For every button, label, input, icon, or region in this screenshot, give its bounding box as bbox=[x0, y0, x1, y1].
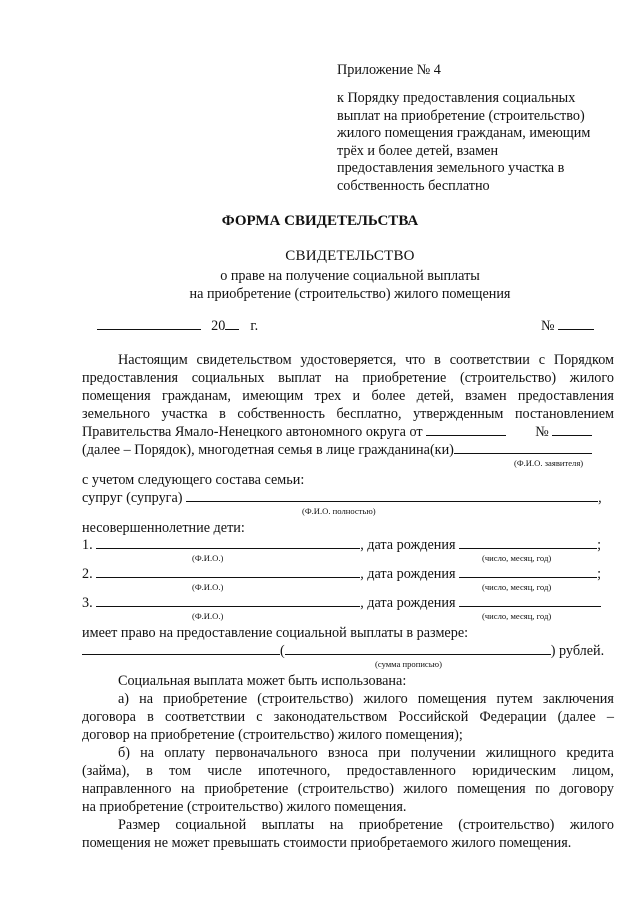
word: лицом, bbox=[572, 763, 614, 779]
word: жилищного bbox=[485, 745, 557, 761]
appendix-line: жилого помещения гражданам, имеющим bbox=[337, 125, 591, 141]
certificate-number-blank[interactable] bbox=[558, 318, 594, 330]
certificate-subtitle: о праве на получение социальной выплаты bbox=[220, 268, 480, 284]
usage-justified-line bbox=[82, 709, 614, 725]
amount-words-blank[interactable] bbox=[285, 643, 551, 655]
certificate-title: СВИДЕТЕЛЬСТВО bbox=[285, 248, 415, 264]
word: соответствии bbox=[449, 352, 530, 368]
resolution-number-blank[interactable] bbox=[552, 424, 592, 436]
date-year-prefix: 20 bbox=[211, 318, 226, 334]
word: на bbox=[139, 691, 154, 707]
word: жилого bbox=[363, 691, 408, 707]
date-year-blank[interactable] bbox=[225, 318, 239, 330]
word: помещения bbox=[417, 691, 487, 707]
number-label: № bbox=[541, 318, 555, 334]
child-number: 3. bbox=[82, 595, 93, 611]
word: на bbox=[334, 370, 349, 386]
word: жилого bbox=[403, 781, 448, 797]
spouse-label: супруг (супруга) bbox=[82, 490, 183, 506]
word: (строительство) bbox=[460, 370, 557, 386]
word: с bbox=[538, 352, 546, 368]
word: участка bbox=[161, 406, 208, 422]
child-birth-label: , дата рождения bbox=[360, 537, 456, 553]
child-birth-label: , дата рождения bbox=[360, 595, 456, 611]
usage-justified-line bbox=[82, 763, 614, 779]
child-row-end: ; bbox=[597, 537, 602, 553]
word: более bbox=[371, 388, 406, 404]
word: трех bbox=[314, 388, 342, 404]
word: приобретение bbox=[204, 781, 289, 797]
word: ипотечного, bbox=[258, 763, 331, 779]
usage-heading: Социальная выплата может быть использована: bbox=[118, 673, 407, 689]
date-row bbox=[97, 318, 258, 334]
word: Федерации bbox=[479, 709, 547, 725]
child-birth-date-blank[interactable] bbox=[459, 566, 597, 578]
number-row bbox=[541, 318, 594, 334]
word: договору bbox=[559, 781, 614, 797]
word: с bbox=[256, 709, 263, 725]
word: на bbox=[140, 745, 155, 761]
word: утвержденным bbox=[413, 406, 504, 422]
usage-a-last: договор на приобретение (строительство) жилого помещения); bbox=[82, 727, 463, 743]
usage-justified-line bbox=[118, 817, 614, 833]
spouse-name-blank[interactable] bbox=[186, 490, 598, 502]
amount-row bbox=[82, 643, 604, 659]
child-row-end: ; bbox=[597, 566, 602, 582]
word: помещения bbox=[457, 781, 526, 797]
word: Российской bbox=[398, 709, 469, 725]
word: договора bbox=[82, 709, 136, 725]
word: при bbox=[378, 745, 401, 761]
word: собственность bbox=[237, 406, 325, 422]
intro-applicant-text: (далее – Порядок), многодетная семья в лице гражданина(ки) bbox=[82, 442, 454, 458]
word: получении bbox=[410, 745, 476, 761]
word: в bbox=[147, 709, 154, 725]
word: (строительство) bbox=[458, 817, 555, 833]
word: и bbox=[352, 388, 361, 404]
word: предоставленного bbox=[346, 763, 456, 779]
word: по bbox=[535, 781, 550, 797]
child-date-hint: (число, месяц, год) bbox=[482, 553, 552, 563]
child-birth-date-blank[interactable] bbox=[459, 595, 601, 607]
word: (строительство) bbox=[297, 781, 394, 797]
child-number: 1. bbox=[82, 537, 93, 553]
intro-government-text: Правительства Ямало-Ненецкого автономного округа от bbox=[82, 424, 423, 440]
word: а) bbox=[118, 691, 130, 707]
word: юридическим bbox=[472, 763, 556, 779]
word: выплаты bbox=[261, 817, 315, 833]
resolution-date-blank[interactable] bbox=[426, 424, 506, 436]
word: жилого bbox=[569, 817, 614, 833]
word: Порядком bbox=[553, 352, 614, 368]
usage-b-line bbox=[118, 745, 614, 761]
word: (займа), bbox=[82, 763, 130, 779]
word: первоначального bbox=[215, 745, 318, 761]
word: б) bbox=[118, 745, 130, 761]
word: приобретение bbox=[358, 817, 443, 833]
word: детей, bbox=[416, 388, 454, 404]
usage-justified-line bbox=[118, 745, 614, 761]
usage-justified-line bbox=[118, 691, 614, 707]
limit-last: помещения не может превышать стоимости приобретаемого жилого помещения. bbox=[82, 835, 572, 851]
usage-b-line bbox=[82, 781, 614, 797]
child-date-hint: (число, месяц, год) bbox=[482, 582, 552, 592]
word: в bbox=[146, 763, 153, 779]
word: (строительство) bbox=[257, 691, 354, 707]
amount-open-paren: ( bbox=[280, 643, 285, 659]
entitlement-text: имеет право на предоставление социальной выплаты в размере: bbox=[82, 625, 469, 641]
usage-b-last: на приобретение (строительство) жилого помещения. bbox=[82, 799, 407, 815]
applicant-hint: (Ф.И.О. заявителя) bbox=[514, 458, 584, 468]
word: в bbox=[434, 352, 441, 368]
child-row bbox=[82, 566, 601, 582]
word: удостоверяется, bbox=[300, 352, 397, 368]
certificate-subtitle: на приобретение (строительство) жилого помещения bbox=[189, 286, 511, 302]
word: имеющим bbox=[242, 388, 304, 404]
word: гражданам, bbox=[161, 388, 231, 404]
amount-hint: (сумма прописью) bbox=[375, 659, 442, 669]
amount-close-text: ) рублей. bbox=[550, 643, 605, 659]
intro-line bbox=[82, 406, 614, 422]
child-birth-label: , дата рождения bbox=[360, 566, 456, 582]
word: Размер bbox=[118, 817, 160, 833]
intro-justified-line bbox=[82, 388, 614, 404]
usage-justified-line bbox=[82, 781, 614, 797]
date-suffix: г. bbox=[250, 318, 259, 334]
child-name-blank[interactable] bbox=[96, 566, 360, 578]
usage-b-line bbox=[82, 763, 614, 779]
children-heading: несовершеннолетние дети: bbox=[82, 520, 245, 536]
word: соответствии bbox=[164, 709, 246, 725]
intro-line-6 bbox=[82, 442, 592, 458]
word: выплат bbox=[278, 370, 322, 386]
spouse-row: супруг (супруга) , bbox=[82, 490, 602, 506]
intro-line bbox=[118, 352, 614, 368]
word: в bbox=[219, 406, 226, 422]
word: законодательством bbox=[273, 709, 388, 725]
appendix-reference bbox=[337, 90, 617, 195]
family-heading: с учетом следующего состава семьи: bbox=[82, 472, 305, 488]
usage-a-line bbox=[82, 709, 614, 725]
word: кредита bbox=[566, 745, 614, 761]
word: приобретение bbox=[362, 370, 447, 386]
resolution-number-label: № bbox=[535, 424, 549, 440]
word: числе bbox=[207, 763, 242, 779]
word: постановлением bbox=[514, 406, 614, 422]
word: направленного bbox=[82, 781, 172, 797]
appendix-line: предоставления земельного участка в bbox=[337, 160, 565, 176]
spouse-hint: (Ф.И.О. полностью) bbox=[302, 506, 376, 516]
word: взамен bbox=[465, 388, 507, 404]
word: что bbox=[405, 352, 426, 368]
intro-line bbox=[82, 370, 614, 386]
child-date-hint: (число, месяц, год) bbox=[482, 611, 552, 621]
word: предоставления bbox=[517, 388, 614, 404]
applicant-name-blank[interactable] bbox=[454, 442, 592, 454]
word: том bbox=[169, 763, 191, 779]
word: жилого bbox=[569, 370, 614, 386]
child-birth-date-blank[interactable] bbox=[459, 537, 597, 549]
appendix-line: выплат на приобретение (строительство) bbox=[337, 107, 585, 124]
word: приобретение bbox=[163, 691, 248, 707]
appendix-line: трёх и более детей, взамен bbox=[337, 142, 499, 159]
limit-line bbox=[118, 817, 614, 833]
form-title: ФОРМА СВИДЕТЕЛЬСТВА bbox=[221, 213, 419, 229]
word: Настоящим bbox=[118, 352, 188, 368]
child-name-hint: (Ф.И.О.) bbox=[192, 611, 224, 621]
date-day-month-blank[interactable] bbox=[97, 318, 201, 330]
child-row bbox=[82, 537, 601, 553]
child-name-hint: (Ф.И.О.) bbox=[192, 553, 224, 563]
word: заключения bbox=[542, 691, 614, 707]
usage-a-line bbox=[118, 691, 614, 707]
word: предоставления bbox=[82, 370, 179, 386]
intro-line-5 bbox=[82, 424, 592, 440]
appendix-line: собственность бесплатно bbox=[337, 177, 490, 194]
word: на bbox=[329, 817, 344, 833]
word: путем bbox=[496, 691, 533, 707]
intro-justified-line bbox=[118, 352, 614, 368]
word: социальной bbox=[175, 817, 247, 833]
word: бесплатно, bbox=[336, 406, 402, 422]
word: социальных bbox=[191, 370, 265, 386]
intro-justified-line bbox=[82, 370, 614, 386]
word: – bbox=[606, 709, 614, 725]
word: на bbox=[180, 781, 195, 797]
intro-justified-line bbox=[82, 406, 614, 422]
child-number: 2. bbox=[82, 566, 93, 582]
word: оплату bbox=[164, 745, 206, 761]
amount-digits-blank[interactable] bbox=[82, 643, 280, 655]
child-row bbox=[82, 595, 601, 611]
child-name-blank[interactable] bbox=[96, 595, 360, 607]
word: помещения bbox=[82, 388, 151, 404]
word: взноса bbox=[327, 745, 369, 761]
child-name-blank[interactable] bbox=[96, 537, 360, 549]
word: земельного bbox=[82, 406, 150, 422]
intro-line bbox=[82, 388, 614, 404]
appendix-line: к Порядку предоставления социальных bbox=[337, 90, 576, 106]
child-name-hint: (Ф.И.О.) bbox=[192, 582, 224, 592]
word: (далее bbox=[557, 709, 596, 725]
appendix-title: Приложение № 4 bbox=[337, 62, 441, 78]
word: свидетельством bbox=[196, 352, 292, 368]
